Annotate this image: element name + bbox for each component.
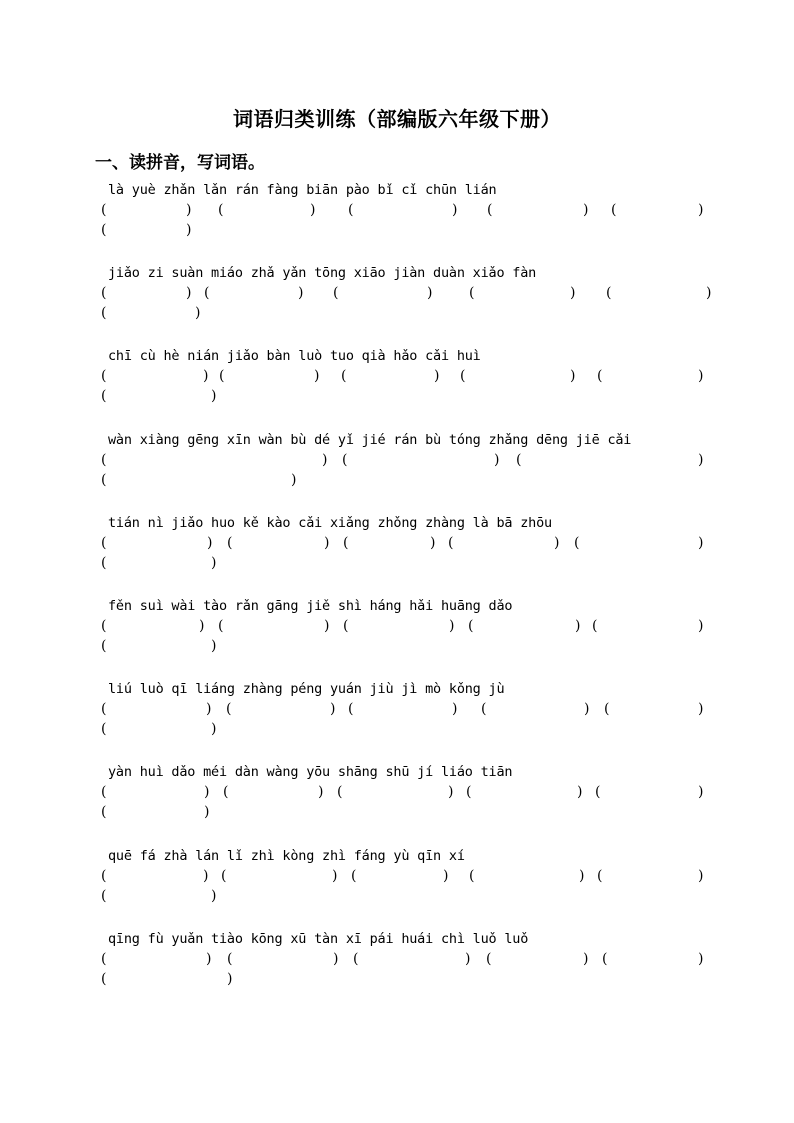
answer-bracket-open: ( bbox=[227, 950, 233, 967]
answer-bracket-open: ( bbox=[468, 618, 474, 634]
pinyin-line: fěn suì wài tào rǎn gāng jiě shì háng hǎi huāng dǎo bbox=[108, 598, 513, 614]
answer-bracket-open: ( bbox=[343, 534, 349, 551]
exercise-row bbox=[0, 432, 794, 502]
answer-bracket-open: ( bbox=[223, 784, 229, 801]
pinyin-line: quē fá zhà lán lǐ zhì kòng zhì fáng yù qīn xí bbox=[108, 847, 465, 864]
pinyin-line: là yuè zhǎn lǎn rán fàng biān pào bǐ cǐ chūn lián bbox=[108, 182, 497, 198]
exercise-row bbox=[0, 764, 794, 834]
answer-bracket-open: ( bbox=[101, 202, 107, 218]
answer-bracket-close: ) bbox=[186, 202, 192, 218]
answer-bracket-close: ) bbox=[211, 721, 217, 738]
exercise-row bbox=[0, 848, 794, 918]
answer-bracket-open: ( bbox=[348, 202, 354, 218]
answer-bracket-open: ( bbox=[469, 867, 475, 884]
answer-bracket-close: ) bbox=[186, 285, 192, 302]
answer-bracket-close: ) bbox=[203, 867, 209, 884]
answer-bracket-open: ( bbox=[101, 534, 107, 551]
pinyin-line: yàn huì dǎo méi dàn wàng yōu shāng shū jí liáo tiān bbox=[108, 764, 513, 781]
answer-bracket-close: ) bbox=[698, 950, 704, 967]
answer-bracket-open: ( bbox=[337, 784, 343, 801]
answer-bracket-close: ) bbox=[206, 701, 212, 718]
pinyin-line: chī cù hè nián jiǎo bàn luò tuo qià hǎo cǎi huì bbox=[108, 348, 481, 365]
answer-bracket-close: ) bbox=[698, 451, 704, 468]
answer-bracket-open: ( bbox=[341, 368, 347, 385]
answer-bracket-open: ( bbox=[218, 618, 224, 634]
pinyin-line: qīng fù yuǎn tiào kōng xū tàn xī pái huái chì luǒ luǒ bbox=[108, 930, 529, 947]
answer-bracket-close: ) bbox=[584, 701, 590, 718]
answer-bracket-open: ( bbox=[604, 701, 610, 718]
answer-bracket-open: ( bbox=[342, 451, 348, 468]
pinyin-line: tián nì jiǎo huo kě kào cǎi xiǎng zhǒng zhàng là bā zhōu bbox=[108, 514, 552, 531]
answer-bracket-close: ) bbox=[427, 285, 433, 302]
answer-bracket-open: ( bbox=[602, 950, 608, 967]
answer-bracket-open: ( bbox=[204, 285, 210, 302]
answer-bracket-close: ) bbox=[698, 701, 704, 718]
answer-bracket-open: ( bbox=[348, 701, 354, 718]
answer-bracket-open: ( bbox=[227, 534, 233, 551]
answer-bracket-close: ) bbox=[318, 784, 324, 801]
answer-bracket-open: ( bbox=[101, 804, 107, 821]
answer-bracket-close: ) bbox=[314, 368, 320, 385]
answer-bracket-close: ) bbox=[322, 451, 328, 468]
answer-bracket-close: ) bbox=[211, 554, 217, 571]
answer-bracket-close: ) bbox=[324, 534, 330, 551]
answer-bracket-close: ) bbox=[186, 222, 192, 238]
answer-bracket-open: ( bbox=[333, 285, 339, 302]
pinyin-line: wàn xiàng gēng xīn wàn bù dé yǐ jié rán bù tóng zhǎng dēng jiē cǎi bbox=[108, 431, 632, 448]
answer-bracket-close: ) bbox=[199, 618, 205, 634]
pinyin-line: liú luò qī liáng zhàng péng yuán jiù jì mò kǒng jù bbox=[108, 681, 505, 698]
answer-bracket-close: ) bbox=[698, 202, 704, 218]
answer-bracket-open: ( bbox=[486, 950, 492, 967]
answer-bracket-open: ( bbox=[574, 534, 580, 551]
answer-bracket-open: ( bbox=[343, 618, 349, 634]
answer-bracket-open: ( bbox=[597, 867, 603, 884]
answer-bracket-open: ( bbox=[101, 970, 107, 987]
exercise-row bbox=[0, 598, 794, 668]
answer-bracket-close: ) bbox=[452, 701, 458, 718]
answer-bracket-close: ) bbox=[698, 368, 704, 385]
answer-bracket-open: ( bbox=[606, 285, 612, 302]
answer-bracket-open: ( bbox=[448, 534, 454, 551]
pinyin-line: jiǎo zi suàn miáo zhǎ yǎn tōng xiāo jiàn duàn xiǎo fàn bbox=[108, 265, 537, 282]
answer-bracket-open: ( bbox=[101, 388, 107, 405]
answer-bracket-close: ) bbox=[211, 887, 217, 904]
answer-bracket-close: ) bbox=[448, 784, 454, 801]
answer-bracket-close: ) bbox=[575, 618, 581, 634]
answer-bracket-open: ( bbox=[101, 950, 107, 967]
answer-bracket-close: ) bbox=[452, 202, 458, 218]
answer-bracket-open: ( bbox=[351, 867, 357, 884]
answer-bracket-open: ( bbox=[466, 784, 472, 801]
answer-bracket-close: ) bbox=[430, 534, 436, 551]
answer-bracket-close: ) bbox=[211, 388, 217, 405]
answer-bracket-close: ) bbox=[332, 867, 338, 884]
answer-bracket-close: ) bbox=[324, 618, 330, 634]
answer-bracket-open: ( bbox=[101, 867, 107, 884]
answer-bracket-open: ( bbox=[101, 471, 107, 488]
answer-bracket-open: ( bbox=[487, 202, 493, 218]
answer-bracket-close: ) bbox=[706, 285, 712, 302]
answer-bracket-close: ) bbox=[449, 618, 455, 634]
answer-bracket-open: ( bbox=[595, 784, 601, 801]
answer-bracket-open: ( bbox=[101, 554, 107, 571]
answer-bracket-open: ( bbox=[460, 368, 466, 385]
answer-bracket-open: ( bbox=[101, 887, 107, 904]
exercise-row bbox=[0, 681, 794, 751]
answer-bracket-close: ) bbox=[698, 867, 704, 884]
answer-bracket-open: ( bbox=[101, 451, 107, 468]
answer-bracket-close: ) bbox=[554, 534, 560, 551]
answer-bracket-close: ) bbox=[333, 950, 339, 967]
answer-bracket-open: ( bbox=[101, 285, 107, 302]
answer-bracket-close: ) bbox=[570, 368, 576, 385]
page-title: 词语归类训练（部编版六年级下册） bbox=[233, 107, 561, 131]
answer-bracket-open: ( bbox=[101, 638, 107, 654]
answer-bracket-open: ( bbox=[101, 721, 107, 738]
answer-bracket-open: ( bbox=[219, 368, 225, 385]
answer-bracket-open: ( bbox=[592, 618, 598, 634]
answer-bracket-close: ) bbox=[570, 285, 576, 302]
answer-bracket-open: ( bbox=[597, 368, 603, 385]
exercise-row bbox=[0, 182, 794, 252]
answer-bracket-close: ) bbox=[698, 534, 704, 551]
answer-bracket-close: ) bbox=[310, 202, 316, 218]
answer-bracket-close: ) bbox=[494, 451, 500, 468]
answer-bracket-open: ( bbox=[101, 618, 107, 634]
answer-bracket-close: ) bbox=[698, 618, 704, 634]
answer-bracket-open: ( bbox=[221, 867, 227, 884]
exercise-row bbox=[0, 348, 794, 418]
answer-bracket-close: ) bbox=[211, 638, 217, 654]
exercise-row bbox=[0, 515, 794, 585]
answer-bracket-open: ( bbox=[101, 222, 107, 238]
answer-bracket-open: ( bbox=[481, 701, 487, 718]
answer-bracket-close: ) bbox=[204, 804, 210, 821]
answer-bracket-close: ) bbox=[330, 701, 336, 718]
answer-bracket-open: ( bbox=[353, 950, 359, 967]
answer-bracket-open: ( bbox=[101, 368, 107, 385]
answer-bracket-close: ) bbox=[577, 784, 583, 801]
answer-bracket-open: ( bbox=[101, 305, 107, 322]
section-heading: 一、读拼音，写词语。 bbox=[95, 153, 265, 173]
answer-bracket-close: ) bbox=[206, 950, 212, 967]
answer-bracket-close: ) bbox=[465, 950, 471, 967]
answer-bracket-open: ( bbox=[226, 701, 232, 718]
answer-bracket-open: ( bbox=[611, 202, 617, 218]
exercise-row bbox=[0, 265, 794, 335]
answer-bracket-close: ) bbox=[204, 784, 210, 801]
answer-bracket-close: ) bbox=[227, 970, 233, 987]
answer-bracket-close: ) bbox=[195, 305, 201, 322]
answer-bracket-close: ) bbox=[583, 950, 589, 967]
answer-bracket-close: ) bbox=[207, 534, 213, 551]
answer-bracket-open: ( bbox=[101, 701, 107, 718]
answer-bracket-close: ) bbox=[443, 867, 449, 884]
answer-bracket-open: ( bbox=[516, 451, 522, 468]
answer-bracket-close: ) bbox=[583, 202, 589, 218]
answer-bracket-close: ) bbox=[291, 471, 297, 488]
answer-bracket-open: ( bbox=[469, 285, 475, 302]
answer-bracket-close: ) bbox=[579, 867, 585, 884]
answer-bracket-close: ) bbox=[298, 285, 304, 302]
answer-bracket-close: ) bbox=[698, 784, 704, 801]
exercise-row bbox=[0, 931, 794, 1001]
answer-bracket-open: ( bbox=[218, 202, 224, 218]
answer-bracket-close: ) bbox=[203, 368, 209, 385]
answer-bracket-open: ( bbox=[101, 784, 107, 801]
answer-bracket-close: ) bbox=[434, 368, 440, 385]
